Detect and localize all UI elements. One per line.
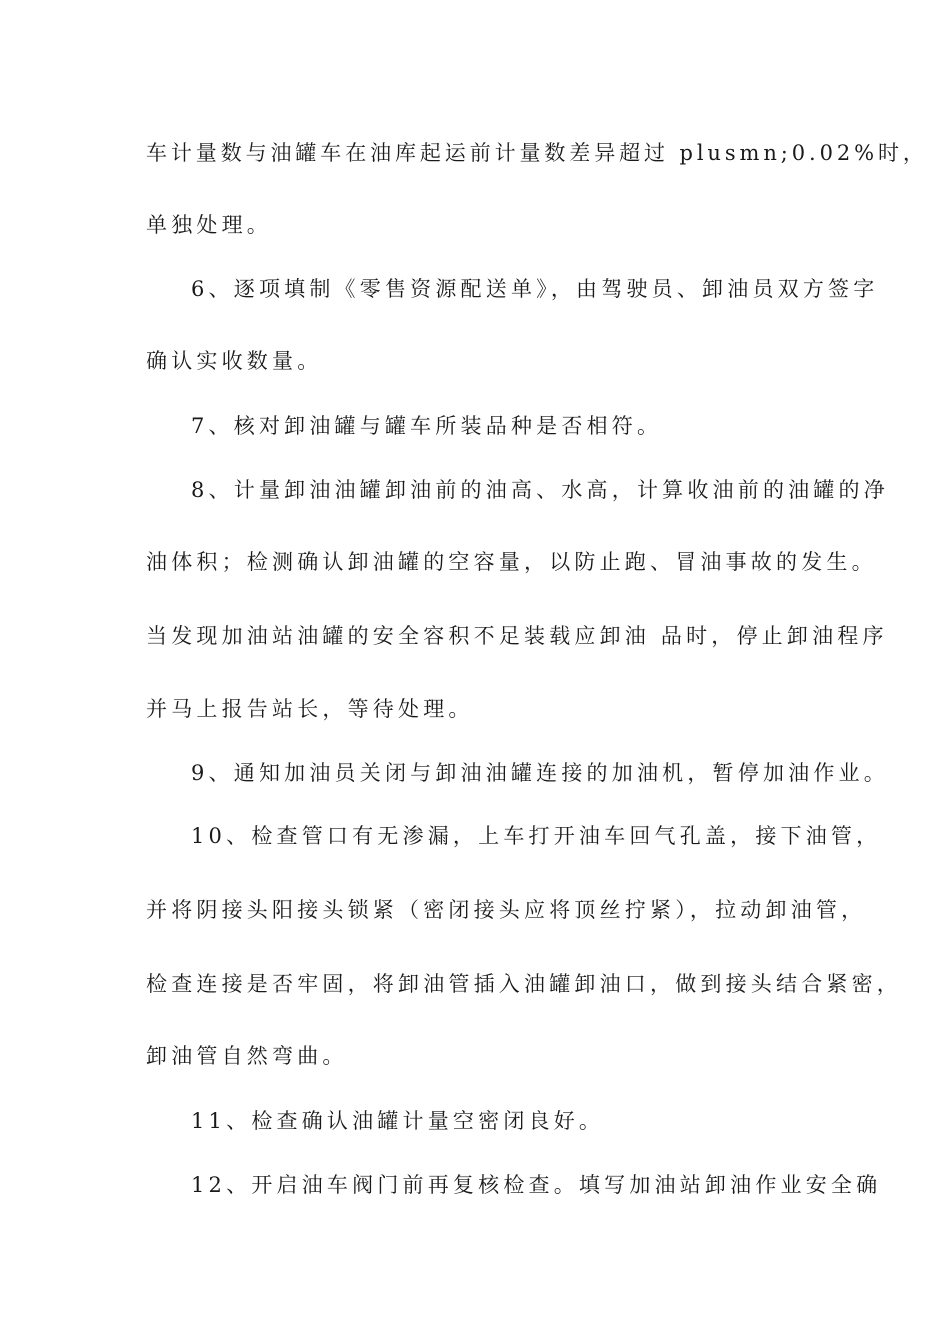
text-line-16: 12、开启油车阀门前再复核检查。填写加油站卸油作业安全确 [191,1173,882,1197]
text-line-1: 车计量数与油罐车在油库起运前计量数差异超过 plusmn;0.02%时， [146,141,928,165]
text-line-15: 11、检查确认油罐计量空密闭良好。 [191,1109,605,1133]
text-line-12: 并将阴接头阳接头锁紧（密闭接头应将顶丝拧紧），拉动卸油管， [146,898,867,922]
text-line-9: 并马上报告站长，等待处理。 [146,697,474,721]
text-line-2: 单独处理。 [146,213,272,237]
text-line-8: 当发现加油站油罐的安全容积不足装载应卸油 品时，停止卸油程序 [146,624,888,648]
text-line-10: 9、通知加油员关闭与卸油油罐连接的加油机，暂停加油作业。 [191,761,889,785]
text-line-5: 7、核对卸油罐与罐车所装品种是否相符。 [191,414,663,438]
text-line-4: 确认实收数量。 [146,349,323,373]
text-line-3: 6、逐项填制《零售资源配送单》，由驾驶员、卸油员双方签字 [191,277,879,301]
text-line-14: 卸油管自然弯曲。 [146,1044,348,1068]
text-line-13: 检查连接是否牢固，将卸油管插入油罐卸油口，做到接头结合紧密， [146,972,902,996]
text-line-7: 油体积；检测确认卸油罐的空容量，以防止跑、冒油事故的发生。 [146,550,877,574]
text-line-11: 10、检查管口有无渗漏，上车打开油车回气孔盖，接下油管， [191,824,882,848]
text-line-6: 8、计量卸油油罐卸油前的油高、水高，计算收油前的油罐的净 [191,478,889,502]
